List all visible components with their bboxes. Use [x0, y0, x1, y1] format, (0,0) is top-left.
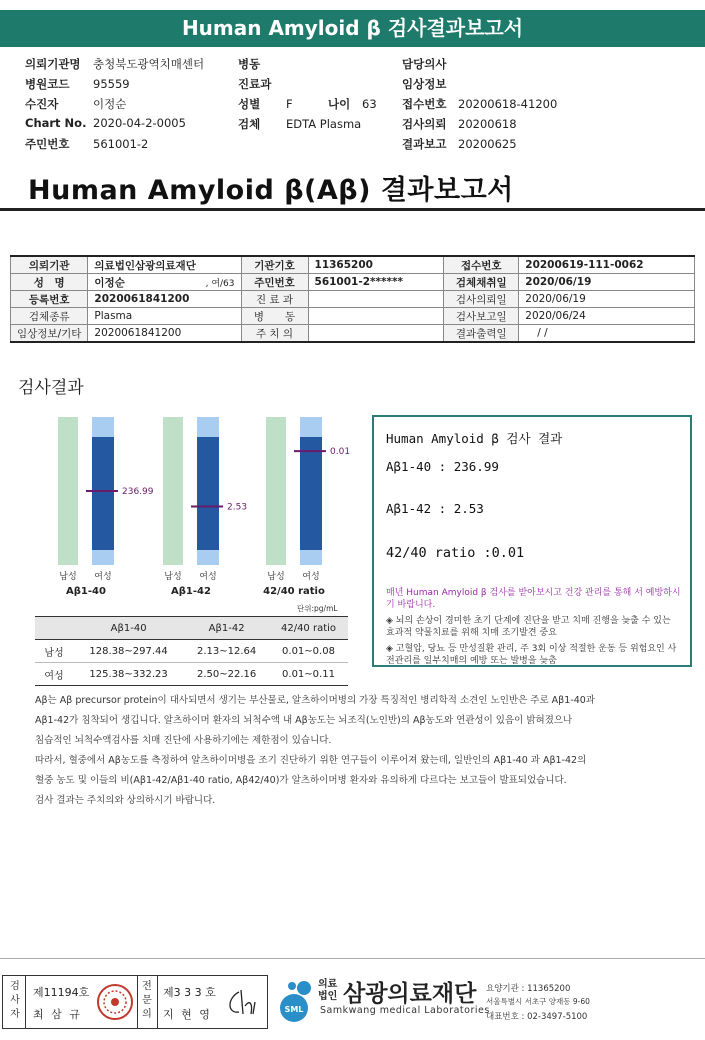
- info-label: 접수번호: [444, 256, 519, 274]
- description-line: 침습적인 뇌척수액검사를 치매 진단에 사용하기에는 제한점이 있습니다.: [35, 735, 332, 746]
- sex-value: F: [286, 97, 293, 111]
- bar-male: [163, 417, 183, 565]
- header-value: 충청북도광역치매센터: [93, 57, 205, 71]
- description-line: Aβ1-42가 침착되어 생깁니다. 알츠하이머 환자의 뇌척수액 내 Aβ농도는 뇌조직(노인반)의 Aβ농도와 연관성이 있음이 밝혀졌으나: [35, 715, 573, 726]
- header-value: 561001-2: [93, 137, 149, 151]
- header-col1: [25, 56, 204, 156]
- org-phone: 대표번호 : 02-3497-5100: [486, 1012, 588, 1022]
- sex-label: 남성: [267, 572, 285, 582]
- header-label: 수진자: [25, 97, 59, 111]
- ref-cell: 남성: [35, 640, 73, 663]
- bar-male: [266, 417, 286, 565]
- sex-label: 남성: [164, 572, 182, 582]
- ref-header: Aβ1-42: [184, 617, 269, 640]
- signature-box: [2, 975, 268, 1029]
- report-title: Human Amyloid β(Aβ) 결과보고서: [28, 175, 514, 206]
- result-ab42: Aβ1-42 : 2.53: [386, 501, 484, 516]
- value-label: 0.01: [330, 447, 351, 458]
- header-label: 의뢰기관명: [25, 57, 81, 71]
- header-value: EDTA Plasma: [286, 117, 362, 131]
- info-value: 2020/06/24: [519, 308, 695, 325]
- inspector-name: 최 삼 규: [33, 1008, 82, 1021]
- info-value: 2020061841200: [88, 325, 241, 343]
- description-line: 검사 결과는 주치의와 상의하시기 바랍니다.: [35, 795, 216, 806]
- info-value: / /: [519, 325, 695, 343]
- group-label: Aβ1-42: [171, 586, 211, 597]
- header-label: 진료과: [238, 77, 272, 91]
- org-subname: Samkwang medical Laboratories: [320, 1005, 490, 1016]
- org-prefix: 의료법인: [318, 979, 338, 1002]
- info-label: 임상정보/기타: [11, 325, 88, 343]
- info-value: [308, 291, 444, 308]
- info-label: 주 치 의: [241, 325, 308, 343]
- header-label: 검체: [238, 117, 261, 131]
- sml-logo-icon: [272, 978, 316, 1024]
- reference-range-table: [35, 616, 348, 686]
- header-col2: [238, 56, 377, 136]
- ref-header: 42/40 ratio: [269, 617, 348, 640]
- header-label: 성별: [238, 97, 261, 111]
- info-value: 20200619-111-0062: [519, 256, 695, 274]
- sig-divider: [137, 976, 138, 1028]
- sex-label: 남성: [59, 572, 77, 582]
- specialist-license: 제3 3 3 호: [163, 986, 216, 999]
- header-label: 접수번호: [402, 97, 447, 111]
- sex-label: 여성: [199, 572, 217, 582]
- result-summary-box: [372, 415, 692, 667]
- unit-label: 단위:pg/mL: [297, 604, 338, 613]
- info-label: 병 동: [241, 308, 308, 325]
- info-value: 11365200: [308, 256, 444, 274]
- info-label: 등록번호: [11, 291, 88, 308]
- info-value: Plasma: [88, 308, 241, 325]
- ref-header-row: [35, 617, 348, 640]
- logo-badge-text: SML: [284, 1005, 304, 1014]
- header-label: 주민번호: [25, 137, 70, 151]
- group-label: Aβ1-40: [66, 586, 106, 597]
- bar-female: [197, 437, 219, 550]
- info-value: [308, 308, 444, 325]
- header-label: 검사의뢰: [402, 117, 447, 131]
- info-label: 진 료 과: [241, 291, 308, 308]
- result-note: 매년 Human Amyloid β 검사를 받아보시고 건강 관리를 통해 서 예방하시기 바랍니다.: [386, 588, 681, 610]
- info-value: 2020/06/19: [519, 291, 695, 308]
- group-label: 42/40 ratio: [263, 586, 325, 597]
- result-ratio: 42/40 ratio :0.01: [386, 545, 525, 561]
- age-label: 나이: [328, 97, 351, 111]
- info-label: 결과출력일: [444, 325, 519, 343]
- org-code: 요양기관 : 11365200: [486, 984, 571, 994]
- ref-row: [35, 640, 348, 663]
- header-value: 이정순: [93, 97, 127, 111]
- info-row: [11, 308, 695, 325]
- org-address: 서울특별시 서초구 양재동 9-60: [486, 997, 590, 1006]
- title-underline: [0, 208, 705, 211]
- header-label: 임상정보: [402, 77, 447, 91]
- inspector-label: 검사자: [10, 981, 20, 1020]
- info-label: 검체채취일: [444, 274, 519, 291]
- signature-mark: [223, 984, 261, 1020]
- header-value: 20200618-41200: [458, 97, 558, 111]
- inspector-license: 제11194호: [33, 986, 90, 999]
- ref-header: Aβ1-40: [73, 617, 184, 640]
- ref-cell: 여성: [35, 663, 73, 686]
- value-label: 236.99: [122, 487, 154, 498]
- info-value: 의료법인삼광의료재단: [88, 256, 241, 274]
- info-label: 주민번호: [241, 274, 308, 291]
- header-label: Chart No.: [25, 116, 87, 130]
- ref-cell: 2.50~22.16: [184, 663, 269, 686]
- ref-cell: 0.01~0.11: [269, 663, 348, 686]
- info-label: 검체종류: [11, 308, 88, 325]
- info-row: [11, 256, 695, 274]
- info-row: [11, 325, 695, 343]
- result-ab40: Aβ1-40 : 236.99: [386, 459, 499, 474]
- footer-divider: [0, 958, 705, 959]
- header-label: 병동: [238, 57, 261, 71]
- patient-info-table: [10, 255, 695, 343]
- age-value: 63: [362, 97, 377, 111]
- header-value: 95559: [93, 77, 130, 91]
- sig-divider: [25, 976, 26, 1028]
- report-banner: Human Amyloid β 검사결과보고서: [0, 10, 705, 47]
- info-value: 2020/06/19: [519, 274, 695, 291]
- info-row: [11, 274, 695, 291]
- header-label: 담당의사: [402, 57, 447, 71]
- info-label: 성 명: [11, 274, 88, 291]
- description-line: Aβ는 Aβ precursor protein이 대사되면서 생기는 부산물로, 알츠하이머병의 가장 특징적인 병리학적 소견인 노인반은 주로 Aβ1-40과: [35, 695, 595, 706]
- info-value: 이정순: [88, 274, 166, 291]
- sex-label: 여성: [94, 572, 112, 582]
- info-row: [11, 291, 695, 308]
- specialist-name: 지 현 영: [163, 1008, 212, 1021]
- info-label: 검사의뢰일: [444, 291, 519, 308]
- bar-female: [300, 437, 322, 550]
- info-value: [308, 325, 444, 343]
- value-label: 2.53: [227, 502, 248, 513]
- ref-header: [35, 617, 73, 640]
- header-label: 결과보고: [402, 137, 447, 151]
- org-name: 삼광의료재단: [343, 981, 477, 1007]
- info-label: 기관기호: [241, 256, 308, 274]
- sig-divider: [157, 976, 158, 1028]
- header-value: 2020-04-2-0005: [93, 116, 186, 130]
- ref-cell: 128.38~297.44: [73, 640, 184, 663]
- header-value: 20200625: [458, 137, 517, 151]
- amyloid-bar-chart: [50, 412, 360, 612]
- header-value: 20200618: [458, 117, 517, 131]
- result-bullet: ◈ 뇌의 손상이 경미한 초기 단계에 진단을 받고 치매 진행을 늦출 수 있는 효과적 약물치료를 위해 치매 조기발견 중요: [386, 616, 671, 638]
- description-line: 혈중 농도 및 이들의 비(Aβ1-42/Aβ1-40 ratio, Aβ42/40)가 알츠하이머병 환자와 유의하게 다르다는 보고들이 발표되었습니다.: [35, 775, 567, 786]
- description-line: 따라서, 혈중에서 Aβ농도를 측정하여 알츠하이머병을 조기 진단하기 위한 연구들이 이루어져 왔는데, 일반인의 Aβ1-40 과 Aβ1-42의: [35, 755, 587, 766]
- info-label: 검사보고일: [444, 308, 519, 325]
- bar-female: [92, 437, 114, 550]
- result-bullet: ◈ 고혈압, 당뇨 등 만성질환 관리, 주 3회 이상 적절한 운동 등 위험요인 사전관리를 일부치매의 예방 또는 발병을 늦춤: [386, 644, 677, 666]
- ref-cell: 2.13~12.64: [184, 640, 269, 663]
- info-label: 의뢰기관: [11, 256, 88, 274]
- bar-male: [58, 417, 78, 565]
- ref-cell: 125.38~332.23: [73, 663, 184, 686]
- specialist-label: 전문의: [142, 981, 152, 1020]
- header-label: 병원코드: [25, 77, 70, 91]
- info-value: 561001-2******: [308, 274, 444, 291]
- section-title: 검사결과: [18, 378, 84, 398]
- info-value: 2020061841200: [88, 291, 241, 308]
- ref-row: [35, 663, 348, 686]
- info-sex-age: , 여/63: [166, 274, 241, 291]
- seal-stamp: [95, 982, 135, 1022]
- sex-label: 여성: [302, 572, 320, 582]
- ref-cell: 0.01~0.08: [269, 640, 348, 663]
- result-title: Human Amyloid β 검사 결과: [386, 431, 563, 446]
- header-col3: [402, 56, 557, 156]
